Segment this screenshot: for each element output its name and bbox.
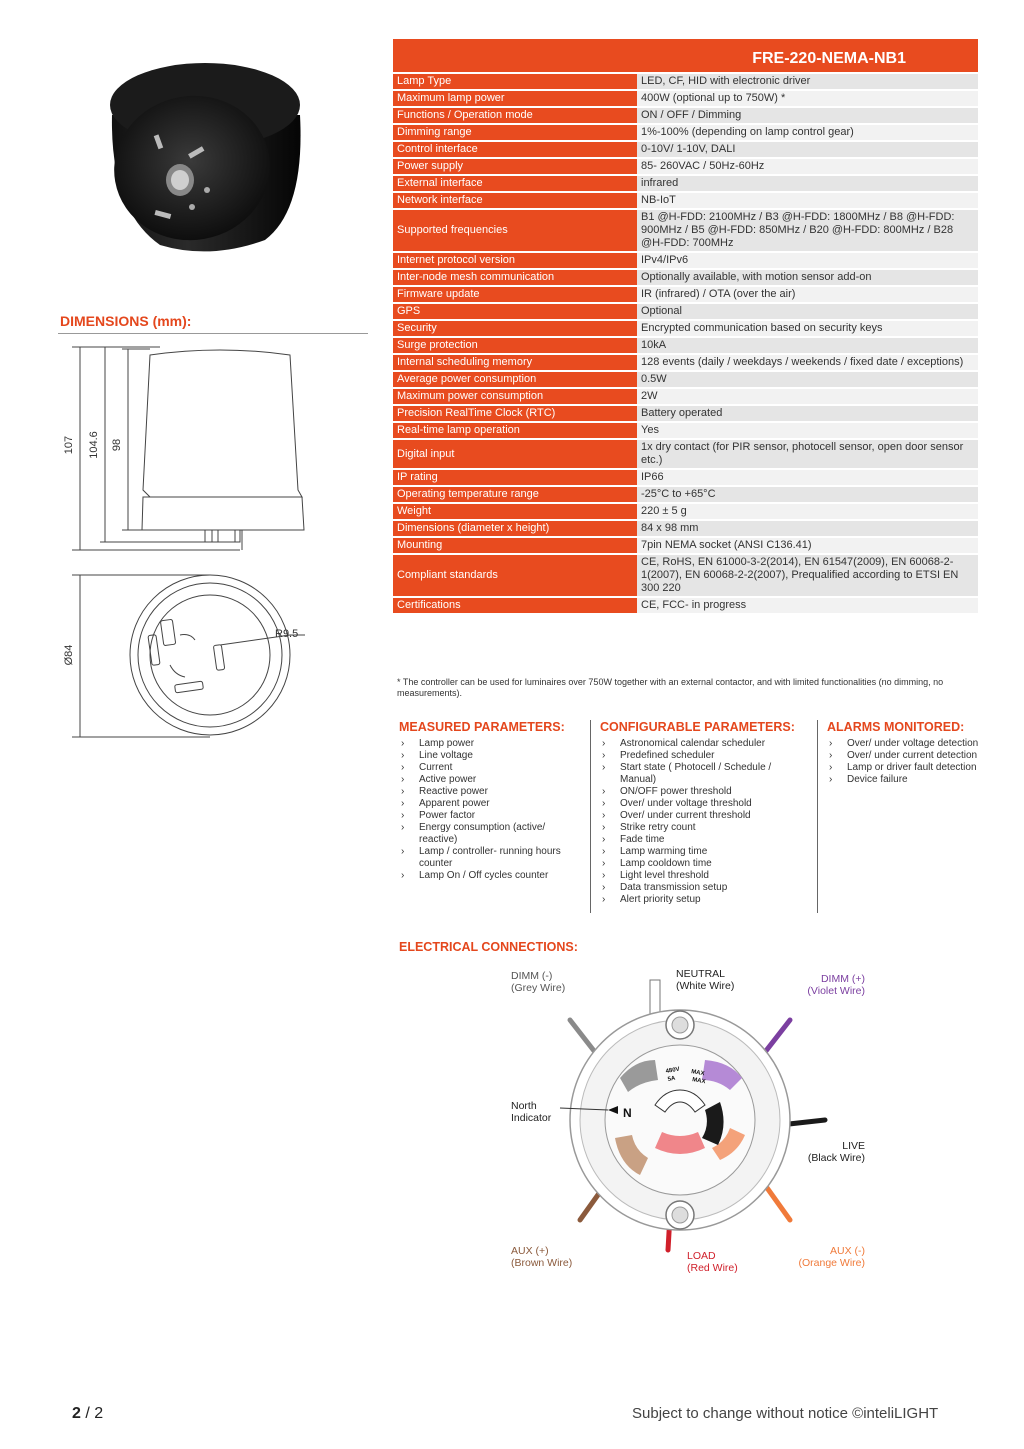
footer-note: Subject to change without notice ©inteliLIGHT xyxy=(632,1405,939,1422)
rating-max-1: MAX xyxy=(690,1069,705,1078)
spec-key: Firmware update xyxy=(393,286,637,303)
spec-value: NB-IoT xyxy=(637,192,978,209)
list-item: › Astronomical calendar scheduler xyxy=(600,738,810,750)
column-divider xyxy=(590,720,591,913)
spec-key: IP rating xyxy=(393,469,637,486)
spec-value: 1x dry contact (for PIR sensor, photocell sensor, open door sensor etc.) xyxy=(637,439,978,469)
list-item: › Fade time xyxy=(600,834,810,846)
list-item: › ON/OFF power threshold xyxy=(600,786,810,798)
spec-value: 84 x 98 mm xyxy=(637,520,978,537)
page-number: 2 / 2 xyxy=(72,1405,104,1422)
spec-key: Real-time lamp operation xyxy=(393,422,637,439)
product-photo xyxy=(100,60,320,260)
spec-value: ON / OFF / Dimming xyxy=(637,107,978,124)
dimensions-drawing xyxy=(50,335,380,755)
spec-value: IP66 xyxy=(637,469,978,486)
spec-value: LED, CF, HID with electronic driver xyxy=(637,74,978,90)
spec-value: Yes xyxy=(637,422,978,439)
list-item: › Lamp power xyxy=(399,738,584,750)
label-north-indicator: North Indicator xyxy=(511,1100,552,1124)
spec-value: 2W xyxy=(637,388,978,405)
dimensions-title: DIMENSIONS (mm): xyxy=(60,313,192,329)
spec-row xyxy=(393,124,978,141)
spec-value: 128 events (daily / weekdays / weekends / fixed date / exceptions) xyxy=(637,354,978,371)
rating-480v: 480V xyxy=(665,1066,681,1075)
dim-107: 107 xyxy=(63,435,75,455)
list-item: › Lamp warming time xyxy=(600,846,810,858)
spec-key: Functions / Operation mode xyxy=(393,107,637,124)
spec-value: 0-10V/ 1-10V, DALI xyxy=(637,141,978,158)
list-item: › Active power xyxy=(399,774,584,786)
spec-value: B1 @H-FDD: 2100MHz / B3 @H-FDD: 1800MHz / B8 @H-FDD: 900MHz / B5 @H-FDD: 850MHz / B20 @H-FDD: 800MHz / B28 @H-FDD: 700MHz xyxy=(637,209,978,252)
configurable-title: CONFIGURABLE PARAMETERS: xyxy=(600,720,795,734)
configurable-list xyxy=(600,738,810,906)
list-item: › Start state ( Photocell / Schedule / Manual) xyxy=(600,762,810,786)
spec-value: IR (infrared) / OTA (over the air) xyxy=(637,286,978,303)
dim-diameter: Ø84 xyxy=(63,644,75,666)
measured-title: MEASURED PARAMETERS: xyxy=(399,720,565,734)
list-item: › Lamp On / Off cycles counter xyxy=(399,870,584,882)
spec-row xyxy=(393,74,978,90)
spec-row xyxy=(393,320,978,337)
spec-row xyxy=(393,439,978,469)
list-item: › Power factor xyxy=(399,810,584,822)
spec-key: Certifications xyxy=(393,597,637,614)
spec-value: Optionally available, with motion sensor add-on xyxy=(637,269,978,286)
spec-row xyxy=(393,192,978,209)
dim-104-6: 104.6 xyxy=(88,431,100,459)
spec-row xyxy=(393,554,978,597)
spec-key: Average power consumption xyxy=(393,371,637,388)
wire-orange xyxy=(765,1185,790,1220)
list-item: › Light level threshold xyxy=(600,870,810,882)
spec-key: Network interface xyxy=(393,192,637,209)
spec-key: Inter-node mesh communication xyxy=(393,269,637,286)
spec-value: IPv4/IPv6 xyxy=(637,252,978,269)
spec-row xyxy=(393,537,978,554)
spec-key: Internal scheduling memory xyxy=(393,354,637,371)
list-item: › Apparent power xyxy=(399,798,584,810)
spec-value: 85- 260VAC / 50Hz-60Hz xyxy=(637,158,978,175)
list-item: › Energy consumption (active/ reactive) xyxy=(399,822,584,846)
spec-row xyxy=(393,141,978,158)
spec-key: Internet protocol version xyxy=(393,252,637,269)
spec-value: 7pin NEMA socket (ANSI C136.41) xyxy=(637,537,978,554)
spec-key: Weight xyxy=(393,503,637,520)
list-item: › Over/ under current detection xyxy=(827,750,992,762)
list-item: › Current xyxy=(399,762,584,774)
configurable-parameters xyxy=(600,720,810,906)
dim-98: 98 xyxy=(111,438,123,452)
alarms-monitored xyxy=(827,720,992,786)
spec-key: Lamp Type xyxy=(393,74,637,90)
n-letter: N xyxy=(623,1106,632,1120)
spec-key: Maximum lamp power xyxy=(393,90,637,107)
list-item: › Strike retry count xyxy=(600,822,810,834)
spec-key: Surge protection xyxy=(393,337,637,354)
dimensions-divider xyxy=(58,333,368,334)
spec-value: 1%-100% (depending on lamp control gear) xyxy=(637,124,978,141)
dim-radius: R9.5 xyxy=(275,628,299,640)
alarms-title: ALARMS MONITORED: xyxy=(827,720,965,734)
label-dimm-minus: DIMM (-) (Grey Wire) xyxy=(511,970,566,994)
spec-row xyxy=(393,354,978,371)
electrical-title: ELECTRICAL CONNECTIONS: xyxy=(399,940,578,954)
spec-key: Operating temperature range xyxy=(393,486,637,503)
label-aux-plus: AUX (+) (Brown Wire) xyxy=(511,1245,573,1269)
spec-row xyxy=(393,107,978,124)
spec-value: CE, RoHS, EN 61000-3-2(2014), EN 61547(2009), EN 60068-2-1(2007), EN 60068-2-2(2007), Prequalified according to ETSI EN 300 220 xyxy=(637,554,978,597)
spec-rows xyxy=(393,74,978,615)
label-aux-minus: AUX (-) (Orange Wire) xyxy=(798,1245,865,1269)
list-item: › Lamp or driver fault detection xyxy=(827,762,992,774)
spec-key: Dimensions (diameter x height) xyxy=(393,520,637,537)
measured-list xyxy=(399,738,584,882)
list-item: › Lamp / controller- running hours counter xyxy=(399,846,584,870)
spec-row xyxy=(393,90,978,107)
alarms-list xyxy=(827,738,992,786)
spec-row xyxy=(393,371,978,388)
spec-row xyxy=(393,520,978,537)
list-item: › Line voltage xyxy=(399,750,584,762)
list-item: › Over/ under current threshold xyxy=(600,810,810,822)
list-item: › Device failure xyxy=(827,774,992,786)
spec-value: CE, FCC- in progress xyxy=(637,597,978,614)
spec-value: 0.5W xyxy=(637,371,978,388)
spec-value: 10kA xyxy=(637,337,978,354)
spec-table xyxy=(393,39,978,615)
spec-key: Dimming range xyxy=(393,124,637,141)
footnote: * The controller can be used for luminaires over 750W together with an external contactor, and with limited functionalities (no dimming, no measurements). xyxy=(397,677,944,698)
spec-row xyxy=(393,337,978,354)
spec-row xyxy=(393,158,978,175)
label-neutral: NEUTRAL (White Wire) xyxy=(676,968,735,992)
spec-key: Digital input xyxy=(393,439,637,469)
spec-key: Maximum power consumption xyxy=(393,388,637,405)
spec-value: Encrypted communication based on security keys xyxy=(637,320,978,337)
spec-key: Compliant standards xyxy=(393,554,637,597)
rating-max-2: MAX xyxy=(691,1077,706,1086)
spec-row xyxy=(393,286,978,303)
list-item: › Over/ under voltage threshold xyxy=(600,798,810,810)
label-load: LOAD (Red Wire) xyxy=(687,1250,738,1274)
list-item: › Lamp cooldown time xyxy=(600,858,810,870)
spec-row xyxy=(393,209,978,252)
rating-5a: 5A xyxy=(667,1075,676,1083)
list-item: › Predefined scheduler xyxy=(600,750,810,762)
spec-key: External interface xyxy=(393,175,637,192)
spec-row xyxy=(393,388,978,405)
spec-row xyxy=(393,597,978,614)
spec-key: Precision RealTime Clock (RTC) xyxy=(393,405,637,422)
spec-value: 400W (optional up to 750W) * xyxy=(637,90,978,107)
spec-row xyxy=(393,269,978,286)
spec-row xyxy=(393,486,978,503)
spec-key: Power supply xyxy=(393,158,637,175)
spec-row xyxy=(393,469,978,486)
list-item: › Alert priority setup xyxy=(600,894,810,906)
spec-key: Mounting xyxy=(393,537,637,554)
spec-row xyxy=(393,503,978,520)
spec-value: Battery operated xyxy=(637,405,978,422)
spec-key: Security xyxy=(393,320,637,337)
spec-row xyxy=(393,175,978,192)
product-name: FRE-220-NEMA-NB1 xyxy=(393,39,978,72)
spec-key: GPS xyxy=(393,303,637,320)
measured-parameters xyxy=(399,720,584,882)
spec-row xyxy=(393,405,978,422)
list-item: › Data transmission setup xyxy=(600,882,810,894)
spec-row xyxy=(393,303,978,320)
spec-row xyxy=(393,252,978,269)
list-item: › Over/ under voltage detection xyxy=(827,738,992,750)
spec-key: Supported frequencies xyxy=(393,209,637,252)
label-dimm-plus: DIMM (+) (Violet Wire) xyxy=(807,973,865,997)
spec-value: Optional xyxy=(637,303,978,320)
spec-value: -25°C to +65°C xyxy=(637,486,978,503)
label-live: LIVE (Black Wire) xyxy=(807,1140,865,1164)
spec-value: infrared xyxy=(637,175,978,192)
list-item: › Reactive power xyxy=(399,786,584,798)
spec-key: Control interface xyxy=(393,141,637,158)
column-divider xyxy=(817,720,818,913)
spec-row xyxy=(393,422,978,439)
spec-value: 220 ± 5 g xyxy=(637,503,978,520)
